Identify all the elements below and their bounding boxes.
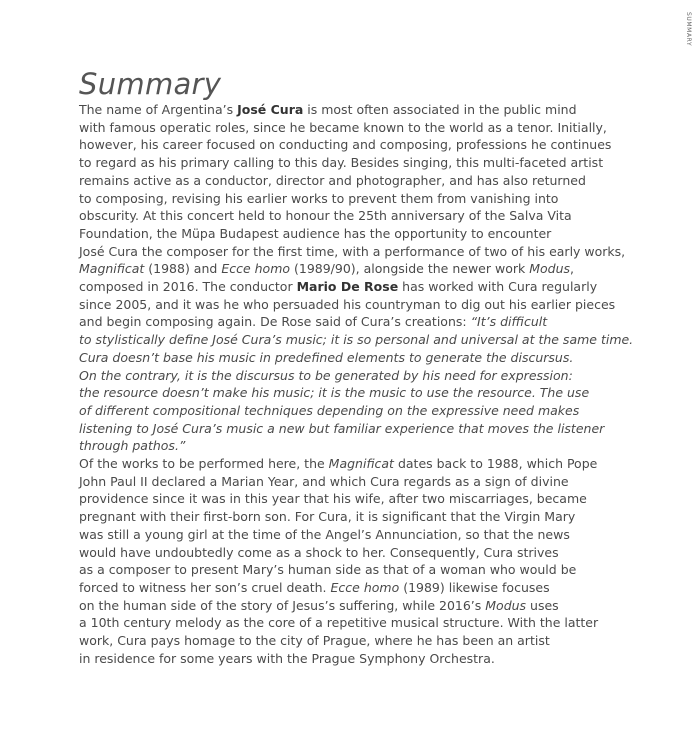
bold-name: José Cura — [237, 102, 304, 117]
text-segment: remains active as a conductor, director and photographer, and has also returned — [79, 172, 586, 188]
text-line — [79, 420, 627, 438]
italic-text: “It’s difficult — [470, 314, 548, 330]
text-line — [79, 101, 627, 119]
text-segment: has worked with Cura regularly — [398, 279, 598, 295]
text-line — [79, 296, 627, 314]
text-segment: a 10th century melody as the core of a repetitive musical structure. With the latter — [79, 615, 599, 631]
text-line — [79, 473, 627, 491]
text-segment: (1989) likewise focuses — [399, 579, 550, 595]
text-line — [79, 172, 627, 190]
text-segment: pregnant with their first-born son. For Cura, it is significant that the Virgin Mary — [79, 509, 576, 525]
text-line — [79, 526, 627, 544]
text-line — [79, 136, 627, 154]
text-line — [79, 119, 627, 137]
text-line — [79, 154, 627, 172]
text-segment: John Paul II declared a Marian Year, and which Cura regards as a sign of divine — [79, 473, 569, 489]
text-line — [79, 367, 627, 385]
italic-text: to stylistically define José Cura’s music; it is so personal and universal at the same time. — [79, 332, 634, 348]
text-segment: to composing, revising his earlier works to prevent them from vanishing into — [79, 190, 559, 206]
text-line — [79, 313, 627, 331]
text-line — [79, 190, 627, 208]
italic-text: Modus — [529, 261, 571, 277]
italic-text: through pathos.” — [79, 438, 186, 454]
text-line — [79, 544, 627, 562]
italic-text: On the contrary, it is the discursus to be generated by his need for expression: — [79, 367, 573, 383]
text-segment: providence since it was in this year that his wife, after two miscarriages, became — [79, 491, 587, 507]
text-segment: dates back to 1988, which Pope — [393, 456, 598, 472]
italic-text: the resource doesn’t make his music; it is the music to use the resource. The use — [79, 385, 590, 401]
text-segment: The name of Argentina’s — [79, 102, 238, 117]
italic-text: Ecce homo — [221, 261, 291, 277]
text-line — [79, 384, 627, 402]
text-segment: José Cura the composer for the first time, with a performance of two of his early works, — [79, 243, 626, 259]
text-segment: obscurity. At this concert held to honour the 25th anniversary of the Salva Vita — [79, 208, 572, 224]
italic-text: listening to José Cura’s music a new but familiar experience that moves the listener — [79, 420, 605, 436]
text-segment: since 2005, and it was he who persuaded his countryman to dig out his earlier pieces — [79, 296, 616, 312]
text-line — [79, 331, 634, 349]
text-segment: on the human side of the story of Jesus’s suffering, while 2016’s — [79, 597, 486, 613]
text-line — [79, 455, 627, 473]
text-line — [79, 207, 627, 225]
text-line — [79, 402, 627, 420]
text-segment: is most often associated in the public mind — [303, 102, 577, 117]
text-segment: in residence for some years with the Prague Symphony Orchestra. — [79, 650, 495, 666]
text-line — [79, 650, 627, 668]
text-line — [79, 225, 627, 243]
page-title: Summary — [79, 67, 222, 102]
text-line — [79, 490, 627, 508]
italic-text: Modus — [485, 597, 527, 613]
text-segment: however, his career focused on conducting and composing, professions he continues — [79, 137, 612, 153]
text-segment: with famous operatic roles, since he became known to the world as a tenor. Initially, — [79, 119, 607, 135]
text-segment: (1989/90), alongside the newer work — [290, 261, 530, 277]
text-segment: (1988) and — [144, 261, 222, 277]
text-segment: forced to witness her son’s cruel death. — [79, 579, 331, 595]
italic-text: of different compositional techniques depending on the expressive need makes — [79, 402, 580, 418]
text-segment: Of the works to be performed here, the — [79, 456, 329, 472]
text-line — [79, 278, 627, 296]
italic-text: Magnificat — [79, 261, 145, 277]
text-line — [79, 349, 627, 367]
text-line — [79, 508, 627, 526]
text-segment: was still a young girl at the time of the Angel’s Annunciation, so that the news — [79, 526, 570, 542]
text-segment: would have undoubtedly come as a shock to her. Consequently, Cura strives — [79, 544, 559, 560]
text-line — [79, 597, 627, 615]
text-line — [79, 260, 627, 278]
text-line — [79, 437, 627, 455]
text-line — [79, 561, 627, 579]
text-segment: composed in 2016. The conductor — [79, 279, 297, 295]
text-line — [79, 614, 627, 632]
text-segment: work, Cura pays homage to the city of Prague, where he has been an artist — [79, 633, 550, 649]
text-line — [79, 579, 627, 597]
section-side-label — [680, 12, 692, 72]
text-segment: uses — [526, 597, 559, 613]
text-line — [79, 632, 627, 650]
side-label-text: SUMMARY — [685, 12, 692, 47]
text-segment: as a composer to present Mary’s human side as that of a woman who would be — [79, 562, 577, 578]
text-segment: Foundation, the Müpa Budapest audience has the opportunity to encounter — [79, 225, 552, 241]
italic-text: Magnificat — [328, 456, 394, 472]
italic-text: Cura doesn’t base his music in predefined elements to generate the discursus. — [79, 349, 574, 365]
text-line — [79, 243, 627, 261]
italic-text: Ecce homo — [330, 579, 400, 595]
bold-name: Mario De Rose — [296, 279, 399, 295]
text-segment: and begin composing again. De Rose said of Cura’s creations: — [79, 314, 471, 330]
summary-body — [79, 101, 634, 668]
text-segment: to regard as his primary calling to this day. Besides singing, this multi-faceted artist — [79, 155, 604, 171]
text-segment: , — [570, 261, 574, 277]
